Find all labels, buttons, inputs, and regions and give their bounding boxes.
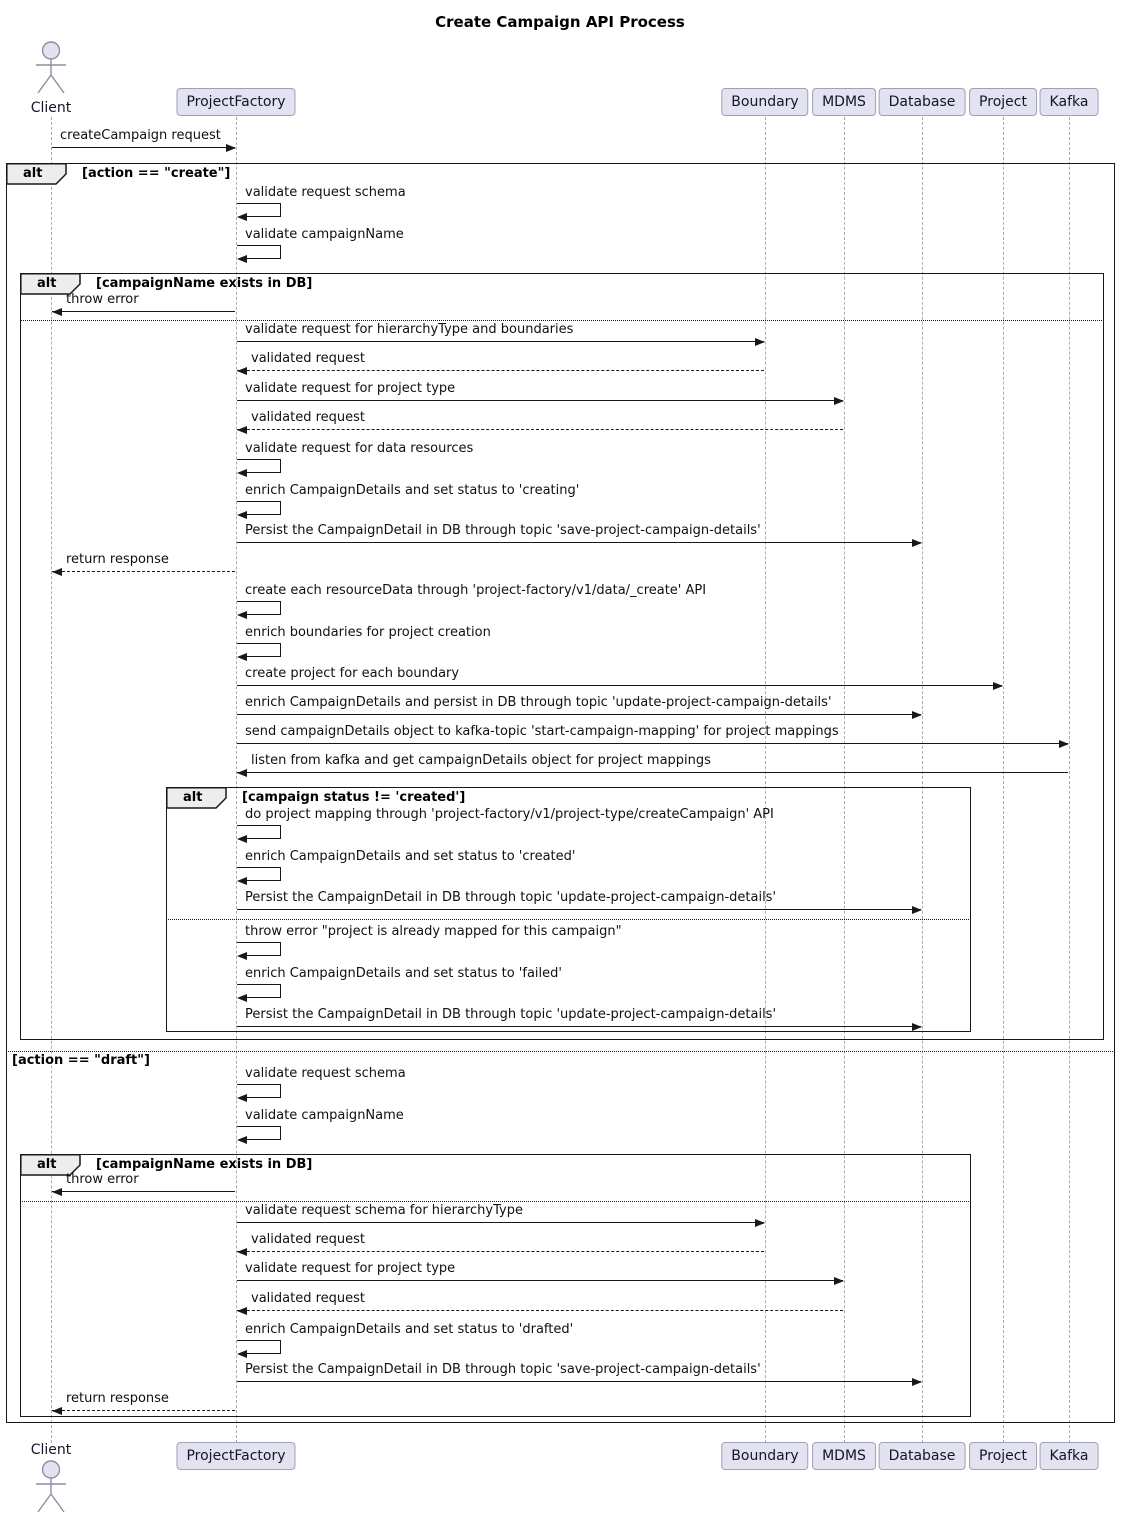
message-line bbox=[280, 459, 281, 472]
participant-top-database: Database bbox=[879, 88, 966, 116]
message-line bbox=[52, 311, 235, 312]
message-line bbox=[237, 459, 281, 460]
message-arrowhead bbox=[52, 568, 62, 576]
message-line bbox=[237, 1310, 843, 1311]
message-line bbox=[237, 1340, 281, 1341]
message-label: validate campaignName bbox=[245, 227, 404, 242]
message-label: throw error bbox=[66, 1172, 139, 1187]
message-arrowhead bbox=[237, 994, 247, 1002]
participant-top-projectfactory: ProjectFactory bbox=[176, 88, 295, 116]
message-line bbox=[245, 880, 281, 881]
message-line bbox=[237, 370, 764, 371]
message-line bbox=[237, 643, 281, 644]
lifeline-boundary bbox=[765, 117, 766, 1443]
message-line bbox=[280, 867, 281, 880]
message-label: validate request for project type bbox=[245, 1261, 456, 1276]
message-label: enrich CampaignDetails and set status to 'drafted' bbox=[245, 1322, 574, 1337]
lifeline-client bbox=[51, 117, 52, 1443]
message-label: throw error "project is already mapped for this campaign" bbox=[245, 924, 622, 939]
message-line bbox=[245, 258, 281, 259]
participant-top-boundary: Boundary bbox=[721, 88, 808, 116]
message-label: Persist the CampaignDetail in DB through topic 'save-project-campaign-details' bbox=[245, 523, 761, 538]
message-line bbox=[280, 601, 281, 614]
message-line bbox=[280, 1340, 281, 1353]
message-line bbox=[52, 571, 235, 572]
alt-divider bbox=[20, 320, 1102, 321]
message-line bbox=[237, 714, 921, 715]
message-arrowhead bbox=[912, 1378, 922, 1386]
message-label: create each resourceData through 'project-factory/v1/data/_create' API bbox=[245, 583, 707, 598]
alt-divider bbox=[20, 1201, 969, 1202]
alt-condition: [campaignName exists in DB] bbox=[96, 276, 313, 291]
message-arrowhead bbox=[52, 1188, 62, 1196]
message-label: Persist the CampaignDetail in DB through topic 'save-project-campaign-details' bbox=[245, 1362, 761, 1377]
message-label: enrich CampaignDetails and set status to 'creating' bbox=[245, 483, 580, 498]
alt-divider-label: [action == "draft"] bbox=[12, 1053, 150, 1068]
message-line bbox=[237, 772, 1068, 773]
message-line bbox=[280, 501, 281, 514]
message-arrowhead bbox=[755, 1219, 765, 1227]
message-line bbox=[245, 216, 281, 217]
message-label: validated request bbox=[251, 1291, 365, 1306]
message-arrowhead bbox=[1059, 740, 1069, 748]
message-arrowhead bbox=[237, 511, 247, 519]
message-line bbox=[237, 1381, 921, 1382]
alt-keyword: alt bbox=[37, 1157, 57, 1172]
alt-condition: [campaign status != 'created'] bbox=[242, 790, 466, 805]
message-line bbox=[237, 743, 1068, 744]
participant-bottom-client bbox=[33, 1459, 69, 1517]
lifeline-mdms bbox=[844, 117, 845, 1443]
message-label: throw error bbox=[66, 292, 139, 307]
message-label: validate request for project type bbox=[245, 381, 456, 396]
message-label: send campaignDetails object to kafka-topic 'start-campaign-mapping' for project mappings bbox=[245, 724, 839, 739]
message-arrowhead bbox=[237, 769, 247, 777]
participant-bottom-mdms: MDMS bbox=[812, 1442, 876, 1470]
lifeline-projectfactory bbox=[236, 117, 237, 1443]
message-line bbox=[237, 909, 921, 910]
message-arrowhead bbox=[834, 397, 844, 405]
actor-icon bbox=[33, 40, 69, 98]
message-label: Persist the CampaignDetail in DB through topic 'update-project-campaign-details' bbox=[245, 1007, 777, 1022]
message-line bbox=[237, 1251, 764, 1252]
message-label: createCampaign request bbox=[60, 128, 221, 143]
message-arrowhead bbox=[237, 1094, 247, 1102]
message-arrowhead bbox=[237, 426, 247, 434]
message-line bbox=[237, 542, 921, 543]
message-line bbox=[280, 245, 281, 258]
message-line bbox=[52, 1410, 235, 1411]
message-line bbox=[245, 514, 281, 515]
message-arrowhead bbox=[237, 367, 247, 375]
message-arrowhead bbox=[237, 1350, 247, 1358]
message-arrowhead bbox=[237, 1307, 247, 1315]
message-line bbox=[280, 643, 281, 656]
message-line bbox=[237, 942, 281, 943]
message-line bbox=[237, 341, 764, 342]
participant-bottom-projectfactory: ProjectFactory bbox=[176, 1442, 295, 1470]
message-arrowhead bbox=[912, 1023, 922, 1031]
message-arrowhead bbox=[52, 1407, 62, 1415]
message-line bbox=[237, 429, 843, 430]
message-label: validated request bbox=[251, 351, 365, 366]
message-line bbox=[280, 1084, 281, 1097]
message-line bbox=[237, 867, 281, 868]
message-label: return response bbox=[66, 1391, 169, 1406]
alt-divider bbox=[166, 919, 969, 920]
message-arrowhead bbox=[993, 682, 1003, 690]
message-line bbox=[237, 825, 281, 826]
message-label: validate request for data resources bbox=[245, 441, 474, 456]
message-line bbox=[245, 1097, 281, 1098]
lifeline-database bbox=[922, 117, 923, 1443]
alt-condition: [action == "create"] bbox=[82, 166, 231, 181]
message-line bbox=[237, 203, 281, 204]
message-label: validate request schema for hierarchyType bbox=[245, 1203, 523, 1218]
message-line bbox=[245, 1139, 281, 1140]
message-line bbox=[237, 501, 281, 502]
message-arrowhead bbox=[237, 469, 247, 477]
participant-top-kafka: Kafka bbox=[1040, 88, 1099, 116]
message-label: listen from kafka and get campaignDetails object for project mappings bbox=[251, 753, 711, 768]
participant-bottom-project: Project bbox=[969, 1442, 1037, 1470]
message-label: enrich CampaignDetails and set status to 'created' bbox=[245, 849, 576, 864]
message-label: enrich CampaignDetails and set status to 'failed' bbox=[245, 966, 562, 981]
participant-bottom-database: Database bbox=[879, 1442, 966, 1470]
message-label: enrich CampaignDetails and persist in DB through topic 'update-project-campaign-details' bbox=[245, 695, 832, 710]
message-label: validate request for hierarchyType and boundaries bbox=[245, 322, 574, 337]
actor-icon bbox=[33, 1459, 69, 1517]
message-arrowhead bbox=[237, 653, 247, 661]
message-label: validate request schema bbox=[245, 1066, 406, 1081]
message-line bbox=[237, 400, 843, 401]
message-line bbox=[245, 1353, 281, 1354]
message-line bbox=[237, 1026, 921, 1027]
message-label: validated request bbox=[251, 410, 365, 425]
message-arrowhead bbox=[237, 1136, 247, 1144]
message-label: validate campaignName bbox=[245, 1108, 404, 1123]
participant-top-mdms: MDMS bbox=[812, 88, 876, 116]
message-line bbox=[280, 942, 281, 955]
message-label: create project for each boundary bbox=[245, 666, 460, 681]
lifeline-kafka bbox=[1069, 117, 1070, 1443]
participant-top-client bbox=[33, 40, 69, 98]
diagram-title: Create Campaign API Process bbox=[435, 13, 685, 31]
message-label: validate request schema bbox=[245, 185, 406, 200]
message-line bbox=[245, 656, 281, 657]
message-line bbox=[52, 1191, 235, 1192]
message-line bbox=[237, 1222, 764, 1223]
message-label: validated request bbox=[251, 1232, 365, 1247]
alt-keyword: alt bbox=[183, 790, 203, 805]
message-arrowhead bbox=[912, 539, 922, 547]
message-arrowhead bbox=[237, 611, 247, 619]
message-arrowhead bbox=[912, 711, 922, 719]
message-line bbox=[237, 1126, 281, 1127]
message-line bbox=[280, 1126, 281, 1139]
message-line bbox=[245, 472, 281, 473]
participant-bottom-label-client: Client bbox=[30, 1442, 72, 1458]
message-arrowhead bbox=[237, 213, 247, 221]
message-label: do project mapping through 'project-factory/v1/project-type/createCampaign' API bbox=[245, 807, 774, 822]
participant-bottom-boundary: Boundary bbox=[721, 1442, 808, 1470]
message-label: Persist the CampaignDetail in DB through topic 'update-project-campaign-details' bbox=[245, 890, 777, 905]
message-line bbox=[237, 685, 1002, 686]
message-arrowhead bbox=[912, 906, 922, 914]
message-arrowhead bbox=[755, 338, 765, 346]
participant-bottom-kafka: Kafka bbox=[1040, 1442, 1099, 1470]
message-arrowhead bbox=[237, 877, 247, 885]
participant-top-label-client: Client bbox=[30, 100, 72, 116]
alt-keyword: alt bbox=[37, 276, 57, 291]
lifeline-project bbox=[1003, 117, 1004, 1443]
message-line bbox=[237, 245, 281, 246]
message-line bbox=[245, 997, 281, 998]
message-line bbox=[52, 147, 235, 148]
alt-keyword: alt bbox=[23, 166, 43, 181]
message-arrowhead bbox=[834, 1277, 844, 1285]
participant-top-project: Project bbox=[969, 88, 1037, 116]
message-line bbox=[280, 203, 281, 216]
message-arrowhead bbox=[52, 308, 62, 316]
message-arrowhead bbox=[237, 1248, 247, 1256]
message-label: enrich boundaries for project creation bbox=[245, 625, 491, 640]
alt-condition: [campaignName exists in DB] bbox=[96, 1157, 313, 1172]
message-line bbox=[280, 984, 281, 997]
message-line bbox=[237, 984, 281, 985]
message-arrowhead bbox=[237, 835, 247, 843]
message-line bbox=[237, 1280, 843, 1281]
alt-divider bbox=[6, 1051, 1113, 1052]
message-label: return response bbox=[66, 552, 169, 567]
message-line bbox=[245, 955, 281, 956]
message-line bbox=[245, 838, 281, 839]
message-line bbox=[237, 1084, 281, 1085]
message-line bbox=[280, 825, 281, 838]
message-line bbox=[237, 601, 281, 602]
message-line bbox=[245, 614, 281, 615]
message-arrowhead bbox=[237, 952, 247, 960]
message-arrowhead bbox=[226, 144, 236, 152]
message-arrowhead bbox=[237, 255, 247, 263]
